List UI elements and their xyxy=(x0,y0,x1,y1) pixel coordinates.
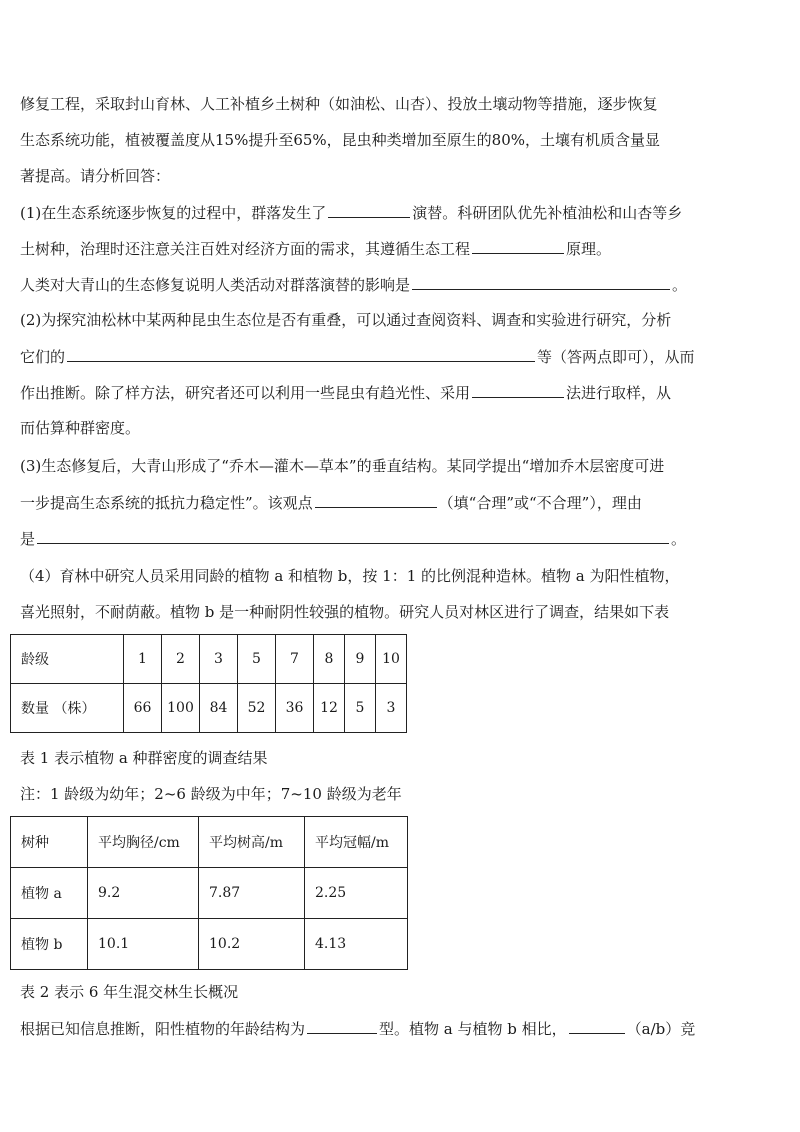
table-cell: 3 xyxy=(200,635,238,684)
answer-blank-principle[interactable] xyxy=(472,238,564,254)
table-1-row-age xyxy=(11,635,407,684)
question-3-line-3: 是 。 xyxy=(20,530,687,548)
table-1-caption: 表 1 表示植物 a 种群密度的调查结果 xyxy=(20,749,268,767)
table-2-row xyxy=(11,919,408,970)
table-cell: 5 xyxy=(345,684,376,733)
table-cell: 7.87 xyxy=(199,868,305,919)
table-cell: 植物 a xyxy=(11,868,88,919)
table-2-growth xyxy=(10,816,408,970)
answer-blank-niche[interactable] xyxy=(67,346,535,362)
question-1-line-1: (1)在生态系统逐步恢复的过程中，群落发生了 演替。科研团队优先补植油松和山杏等乡 xyxy=(20,204,683,222)
answer-blank-succession[interactable] xyxy=(328,202,410,218)
final-question-line: 根据已知信息推断，阳性植物的年龄结构为 型。植物 a 与植物 b 相比， （a/b）竞 xyxy=(20,1020,696,1038)
table-cell: 9.2 xyxy=(88,868,199,919)
question-3-line-1: (3)生态修复后，大青山形成了“乔木—灌木—草本”的垂直结构。某同学提出“增加乔木层密度可进 xyxy=(20,457,665,475)
answer-blank-reason[interactable] xyxy=(37,528,669,544)
table-cell: 52 xyxy=(238,684,276,733)
table-cell: 4.13 xyxy=(305,919,408,970)
table-cell: 66 xyxy=(124,684,162,733)
table-1-age-structure xyxy=(10,634,407,733)
table-1-row-count xyxy=(11,684,407,733)
question-2-line-3: 作出推断。除了样方法，研究者还可以利用一些昆虫有趋光性、采用 法进行取样，从 xyxy=(20,384,672,402)
table-2-header-row xyxy=(11,817,408,868)
intro-line-3: 著提高。请分析回答： xyxy=(20,167,171,185)
table-cell: 10.2 xyxy=(199,919,305,970)
table-cell: 84 xyxy=(200,684,238,733)
question-4-line-1: （4）育林中研究人员采用同龄的植物 a 和植物 b，按 1：1 的比例混种造林。植物 a 为阳性植物， xyxy=(20,567,680,585)
intro-line-1: 修复工程，采取封山育林、人工补植乡土树种（如油松、山杏）、投放土壤动物等措施，逐步恢复 xyxy=(20,95,658,113)
table-2-header: 树种 xyxy=(11,817,88,868)
table-cell: 10.1 xyxy=(88,919,199,970)
table-2-header: 平均树高/m xyxy=(199,817,305,868)
question-2-line-2: 它们的 等（答两点即可），从而 xyxy=(20,348,695,366)
table-cell: 36 xyxy=(276,684,314,733)
table-cell: 5 xyxy=(238,635,276,684)
question-4-line-2: 喜光照射，不耐荫蔽。植物 b 是一种耐阴性较强的植物。研究人员对林区进行了调查，结果如下表 xyxy=(20,603,670,621)
question-2-line-1: (2)为探究油松林中某两种昆虫生态位是否有重叠，可以通过查阅资料、调查和实验进行研究，分析 xyxy=(20,311,672,329)
question-3-line-2: 一步提高生态系统的抵抗力稳定性”。该观点 （填“合理”或“不合理”），理由 xyxy=(20,494,642,512)
answer-blank-sampling-method[interactable] xyxy=(472,382,564,398)
table-1-note: 注：1 龄级为幼年；2~6 龄级为中年；7~10 龄级为老年 xyxy=(20,785,402,803)
table-cell: 2.25 xyxy=(305,868,408,919)
table-2-header: 平均冠幅/m xyxy=(305,817,408,868)
table-cell: 7 xyxy=(276,635,314,684)
table-cell: 8 xyxy=(314,635,345,684)
table-cell: 100 xyxy=(162,684,200,733)
answer-blank-human-impact[interactable] xyxy=(412,274,670,290)
table-cell: 植物 b xyxy=(11,919,88,970)
question-1-line-2: 土树种，治理时还注意关注百姓对经济方面的需求，其遵循生态工程 原理。 xyxy=(20,240,612,258)
table-cell: 12 xyxy=(314,684,345,733)
table-cell: 9 xyxy=(345,635,376,684)
answer-blank-age-structure[interactable] xyxy=(307,1018,377,1034)
intro-line-2: 生态系统功能，植被覆盖度从15%提升至65%，昆虫种类增加至原生的80%，土壤有机质含量显 xyxy=(20,131,661,149)
table-2-row xyxy=(11,868,408,919)
question-1-line-3: 人类对大青山的生态修复说明人类活动对群落演替的影响是 。 xyxy=(20,276,688,294)
answer-blank-reasonable[interactable] xyxy=(315,492,437,508)
question-2-line-4: 而估算种群密度。 xyxy=(20,419,141,437)
table-cell: 10 xyxy=(376,635,407,684)
answer-blank-competitor[interactable] xyxy=(569,1018,625,1034)
table-2-caption: 表 2 表示 6 年生混交林生长概况 xyxy=(20,983,239,1001)
table-cell: 3 xyxy=(376,684,407,733)
table-1-header-count: 数量 （株） xyxy=(11,684,124,733)
table-cell: 1 xyxy=(124,635,162,684)
table-2-header: 平均胸径/cm xyxy=(88,817,199,868)
table-1-header-age: 龄级 xyxy=(11,635,124,684)
table-cell: 2 xyxy=(162,635,200,684)
